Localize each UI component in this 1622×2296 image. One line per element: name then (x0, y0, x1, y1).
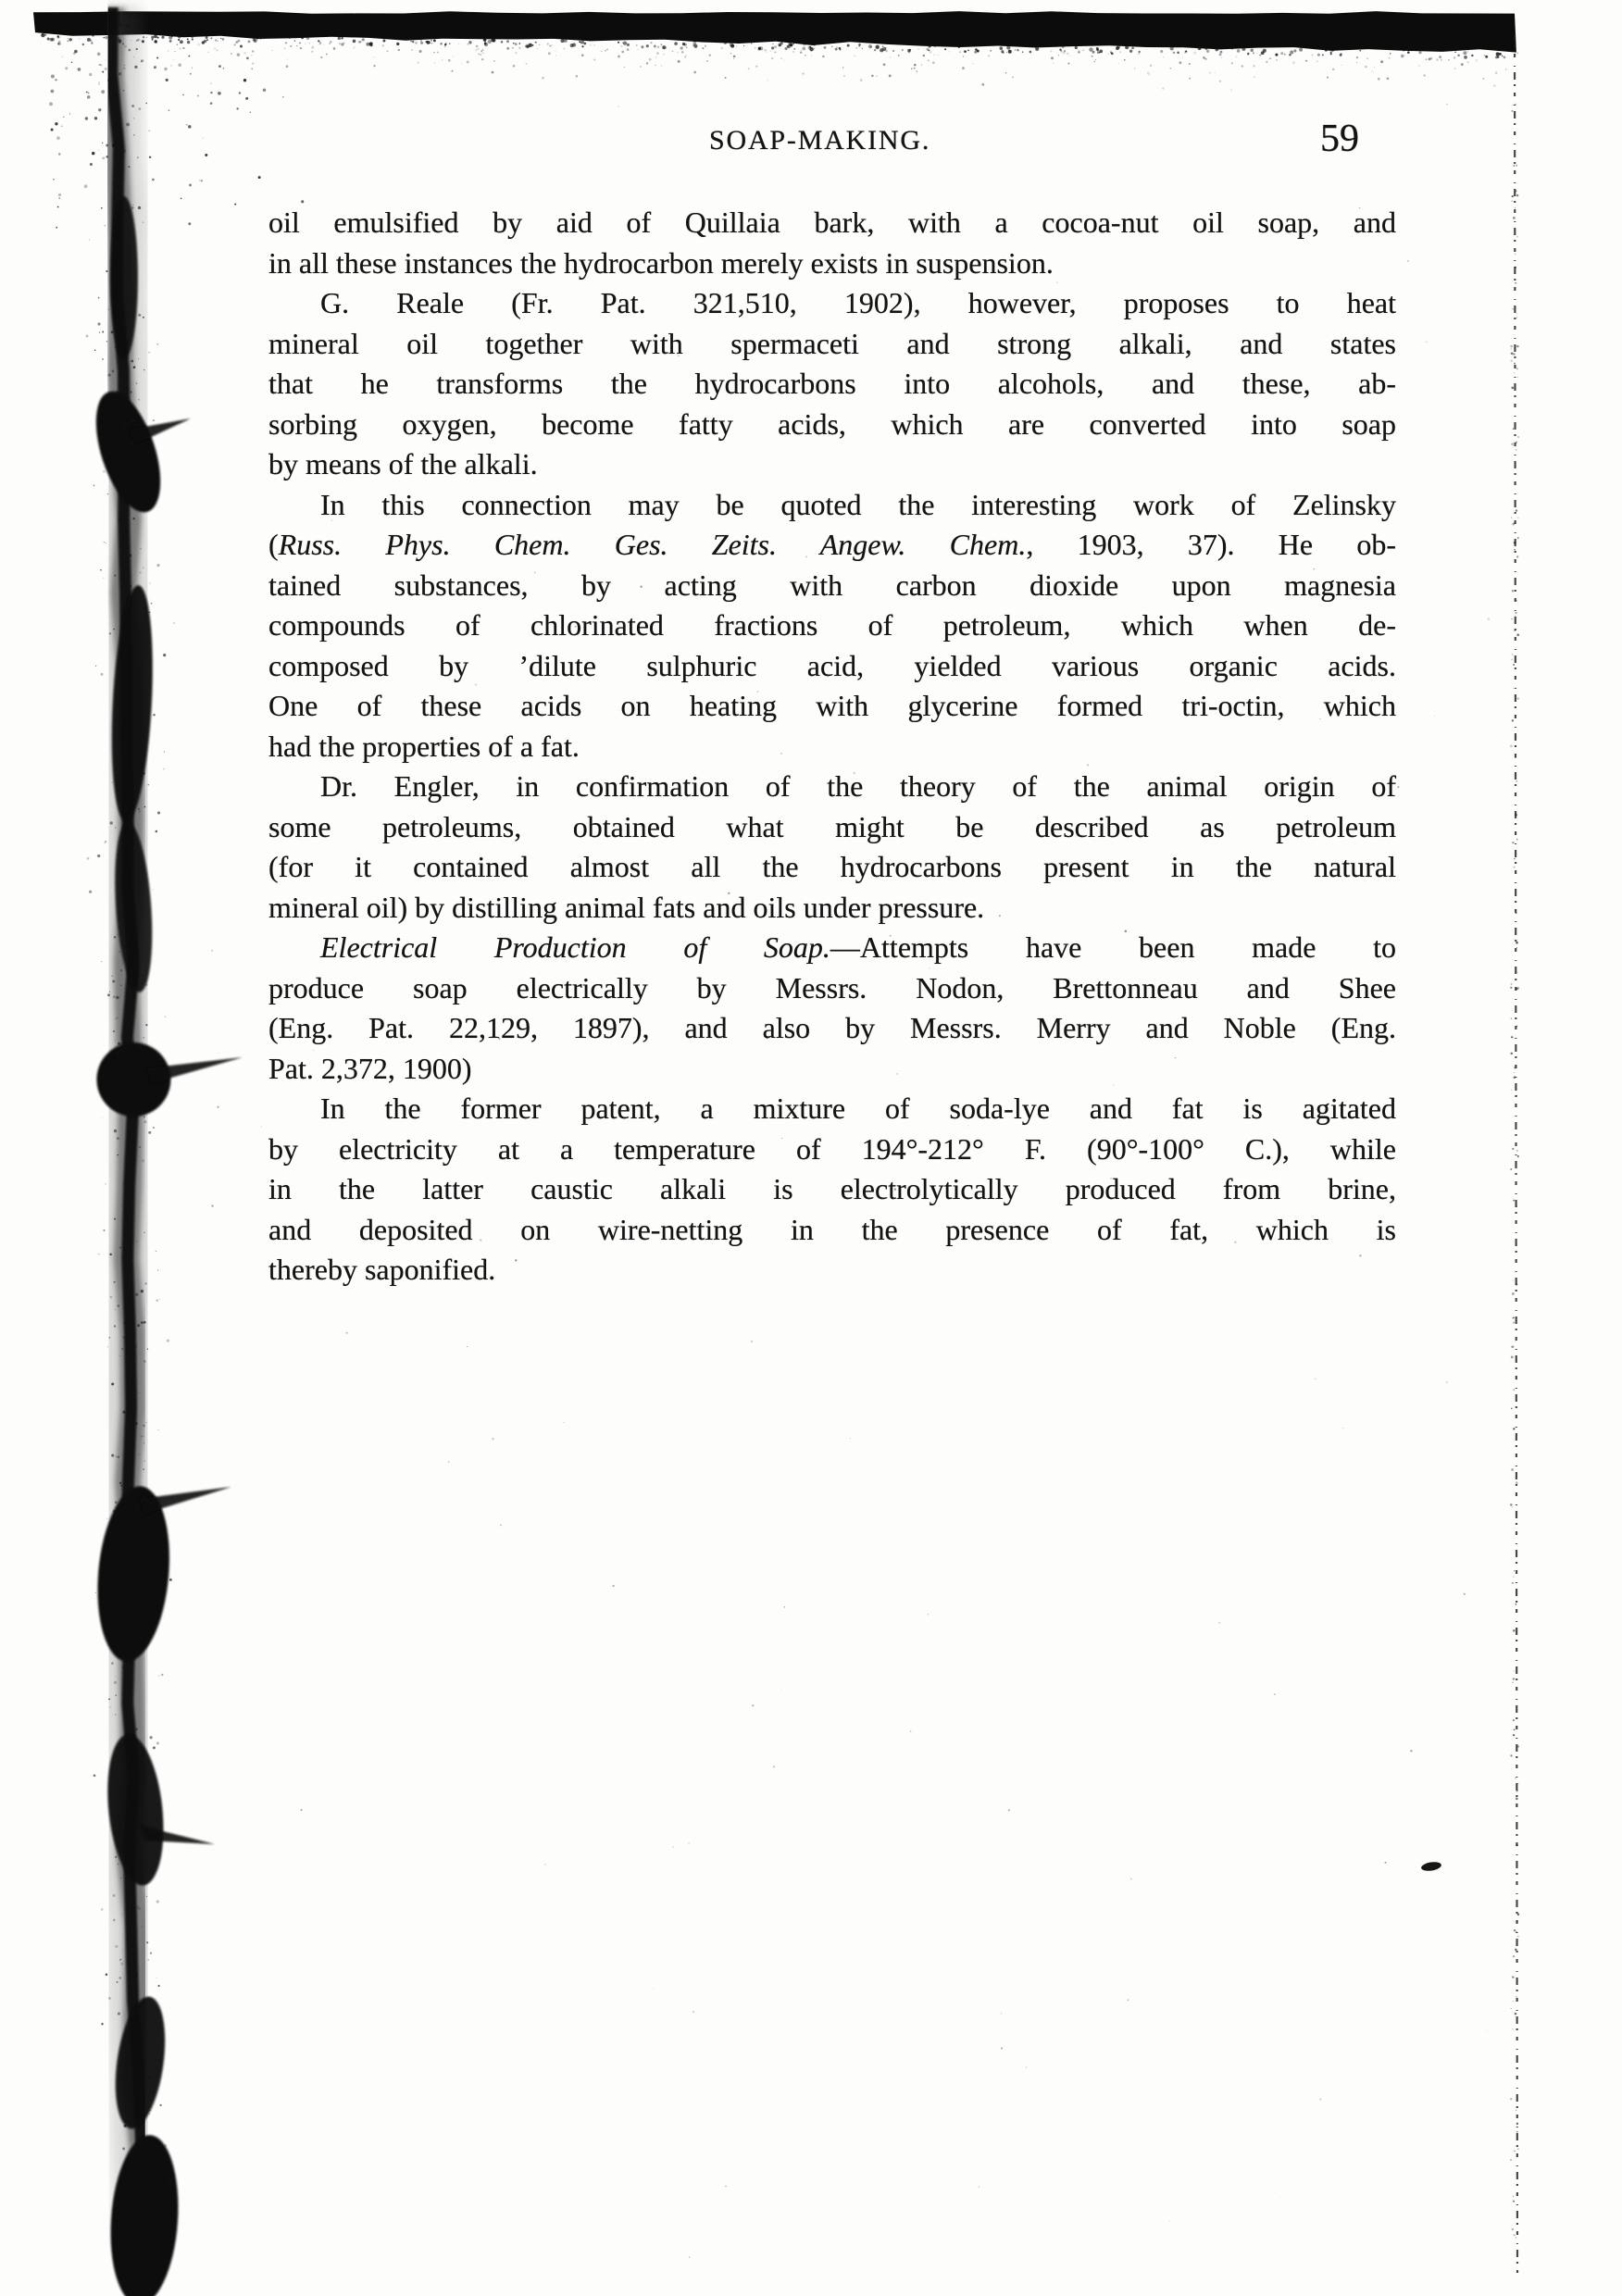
italic-text: Electrical Production of Soap. (320, 930, 830, 964)
text-segment: , 1903, 37). He ob- (1026, 528, 1397, 561)
text-segment: mineral oil together with spermaceti and strong alkali, and states (268, 326, 1396, 360)
text-segment: (Eng. Pat. 22,129, 1897), and also by Messrs. Merry and Noble (Eng. (268, 1011, 1396, 1044)
text-line (268, 1049, 1396, 1090)
text-line (268, 243, 1396, 284)
text-line (268, 283, 1396, 324)
scan-mark-dash (1420, 1861, 1441, 1872)
text-segment: had the properties of a fat. (268, 729, 580, 763)
text-segment: composed by ’dilute sulphuric acid, yielded various organic acids. (268, 648, 1396, 682)
text-segment: In this connection may be quoted the interesting work of Zelinsky (320, 487, 1396, 521)
page-number: 59 (1320, 118, 1359, 160)
text-segment: in the latter caustic alkali is electrolytically produced from brine, (268, 1172, 1396, 1205)
text-segment: and deposited on wire-netting in the presence of fat, which is (268, 1212, 1396, 1246)
text-line (268, 605, 1396, 646)
text-line (268, 444, 1396, 485)
text-line (268, 485, 1396, 526)
italic-text: Russ. Phys. Chem. Ges. Zeits. Angew. Chem. (278, 528, 1027, 561)
text-segment: Dr. Engler, in confirmation of the theory of the animal origin of (320, 769, 1396, 803)
text-line (268, 686, 1396, 727)
text-line (268, 364, 1396, 405)
text-line (268, 324, 1396, 365)
text-line (268, 767, 1396, 807)
text-segment: tained substances, by acting with carbon dioxide upon magnesia (268, 568, 1396, 602)
text-line (268, 203, 1396, 243)
text-line (268, 807, 1396, 848)
text-segment: in all these instances the hydrocarbon merely exists in suspension. (268, 245, 1054, 280)
text-segment: mineral oil) by distilling animal fats and oils under pressure. (268, 890, 985, 924)
text-segment: (for it contained almost all the hydrocarbons present in the natural (268, 850, 1396, 883)
text-segment: thereby saponified. (268, 1253, 496, 1286)
page-edge-line (1510, 33, 1519, 2273)
text-line (268, 1008, 1396, 1049)
text-line (268, 1250, 1396, 1291)
text-segment: In the former patent, a mixture of soda-lye and fat is agitated (320, 1092, 1396, 1125)
text-line (268, 1210, 1396, 1251)
text-line (268, 1169, 1396, 1210)
text-line (268, 1089, 1396, 1129)
text-segment: ( (268, 528, 279, 561)
text-line (268, 405, 1396, 445)
text-segment: Pat. 2,372, 1900) (268, 1051, 472, 1085)
body-text (268, 203, 1396, 1291)
text-segment: compounds of chlorinated fractions of petroleum, which when de- (268, 608, 1396, 642)
text-segment: sorbing oxygen, become fatty acids, which are converted into soap (268, 406, 1396, 441)
text-line (268, 727, 1396, 767)
text-line (268, 646, 1396, 687)
text-segment: —Attempts have been made to (830, 930, 1396, 964)
text-segment: that he transforms the hydrocarbons into alcohols, and these, ab- (268, 367, 1396, 400)
binding-shadow (83, 7, 243, 2296)
text-line (268, 566, 1396, 606)
text-segment: by electricity at a temperature of 194°-212° F. (90°-100° C.), while (268, 1131, 1396, 1166)
text-segment: G. Reale (Fr. Pat. 321,510, 1902), however, proposes to heat (320, 286, 1396, 319)
text-segment: oil emulsified by aid of Quillaia bark, with a cocoa-nut oil soap, and (268, 206, 1396, 239)
text-line (268, 968, 1396, 1009)
text-line (268, 847, 1396, 888)
text-segment: some petroleums, obtained what might be described as petroleum (268, 809, 1396, 843)
text-line (268, 928, 1396, 968)
text-line (268, 888, 1396, 929)
text-line (268, 525, 1396, 566)
text-segment: produce soap electrically by Messrs. Nodon, Brettonneau and Shee (268, 970, 1396, 1004)
text-line (268, 1129, 1396, 1170)
text-segment: One of these acids on heating with glycerine formed tri-octin, which (268, 689, 1396, 722)
text-segment: by means of the alkali. (268, 447, 538, 480)
running-header: SOAP-MAKING. (709, 125, 931, 156)
scan-edge-top (33, 11, 1516, 229)
